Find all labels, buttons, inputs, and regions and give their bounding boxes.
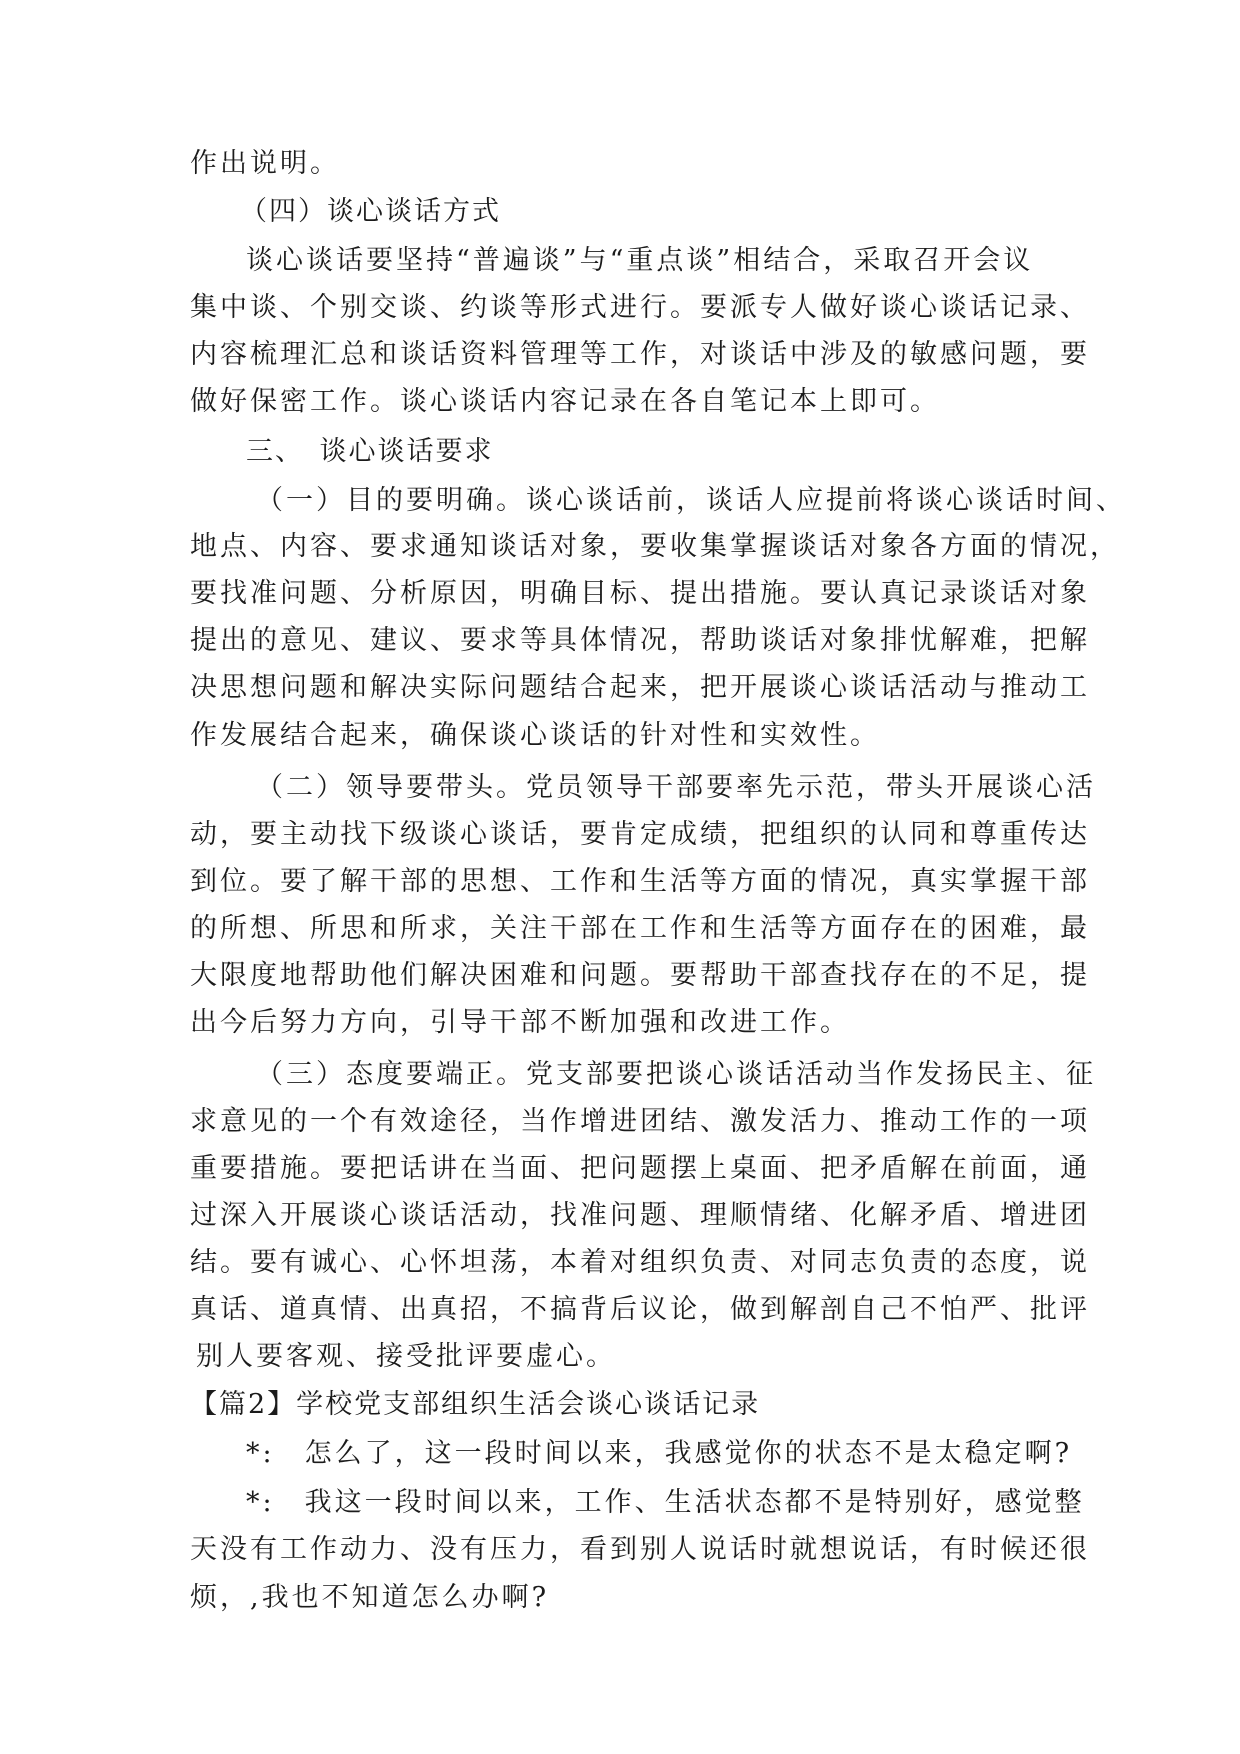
text-line: 要找准问题、分析原因，明确目标、提出措施。要认真记录谈话对象 <box>190 578 1090 609</box>
text-line: 做好保密工作。谈心谈话内容记录在各自笔记本上即可。 <box>190 386 940 417</box>
text-line: （三）态度要端正。党支部要把谈心谈话活动当作发扬民主、征 <box>256 1059 1096 1090</box>
text-line: 大限度地帮助他们解决困难和问题。要帮助干部查找存在的不足，提 <box>190 960 1090 991</box>
text-line: 作出说明。 <box>190 148 340 179</box>
text-line: 作发展结合起来，确保谈心谈话的针对性和实效性。 <box>190 720 880 751</box>
text-line: 谈心谈话要坚持“普遍谈”与“重点谈”相结合，采取召开会议 <box>246 245 1034 276</box>
article-heading: 【篇2】学校党支部组织生活会谈心谈话记录 <box>190 1389 761 1420</box>
text-line: 内容梳理汇总和谈话资料管理等工作，对谈话中涉及的敏感问题，要 <box>190 339 1090 370</box>
text-line: 过深入开展谈心谈话活动，找准问题、理顺情绪、化解矛盾、增进团 <box>190 1200 1090 1231</box>
dialogue-line: *: 怎么了，这一段时间以来，我感觉你的状态不是太稳定啊? <box>246 1438 1073 1469</box>
text-line: 别人要客观、接受批评要虚心。 <box>196 1341 616 1372</box>
dialogue-line: 烦，,我也不知道怎么办啊? <box>190 1582 550 1613</box>
text-line: 地点、内容、要求通知谈话对象，要收集掌握谈话对象各方面的情况， <box>190 531 1120 562</box>
text-line: 动，要主动找下级谈心谈话，要肯定成绩，把组织的认同和尊重传达 <box>190 819 1090 850</box>
text-line: 出今后努力方向，引导干部不断加强和改进工作。 <box>190 1007 850 1038</box>
dialogue-line: *: 我这一段时间以来，工作、生活状态都不是特别好，感觉整 <box>246 1487 1085 1518</box>
text-line: 重要措施。要把话讲在当面、把问题摆上桌面、把矛盾解在前面，通 <box>190 1153 1090 1184</box>
text-line: 决思想问题和解决实际问题结合起来，把开展谈心谈话活动与推动工 <box>190 672 1090 703</box>
text-line: 的所想、所思和所求，关注干部在工作和生活等方面存在的困难，最 <box>190 913 1090 944</box>
dialogue-line: 天没有工作动力、没有压力，看到别人说话时就想说话，有时候还很 <box>190 1534 1090 1565</box>
text-line: 提出的意见、建议、要求等具体情况，帮助谈话对象排忧解难，把解 <box>190 625 1090 656</box>
text-line: 结。要有诚心、心怀坦荡，本着对组织负责、对同志负责的态度，说 <box>190 1247 1090 1278</box>
text-line: 到位。要了解干部的思想、工作和生活等方面的情况，真实掌握干部 <box>190 866 1090 897</box>
text-line: 求意见的一个有效途径，当作增进团结、激发活力、推动工作的一项 <box>190 1106 1090 1137</box>
section-heading: 三、 谈心谈话要求 <box>246 436 494 467</box>
text-line: （一）目的要明确。谈心谈话前，谈话人应提前将谈心谈话时间、 <box>256 485 1126 516</box>
text-line: 真话、道真情、出真招，不搞背后议论，做到解剖自己不怕严、批评 <box>190 1294 1090 1325</box>
text-line: 集中谈、个别交谈、约谈等形式进行。要派专人做好谈心谈话记录、 <box>190 292 1090 323</box>
text-line: （二）领导要带头。党员领导干部要率先示范，带头开展谈心活 <box>256 772 1096 803</box>
section-heading: （四）谈心谈话方式 <box>240 196 501 227</box>
